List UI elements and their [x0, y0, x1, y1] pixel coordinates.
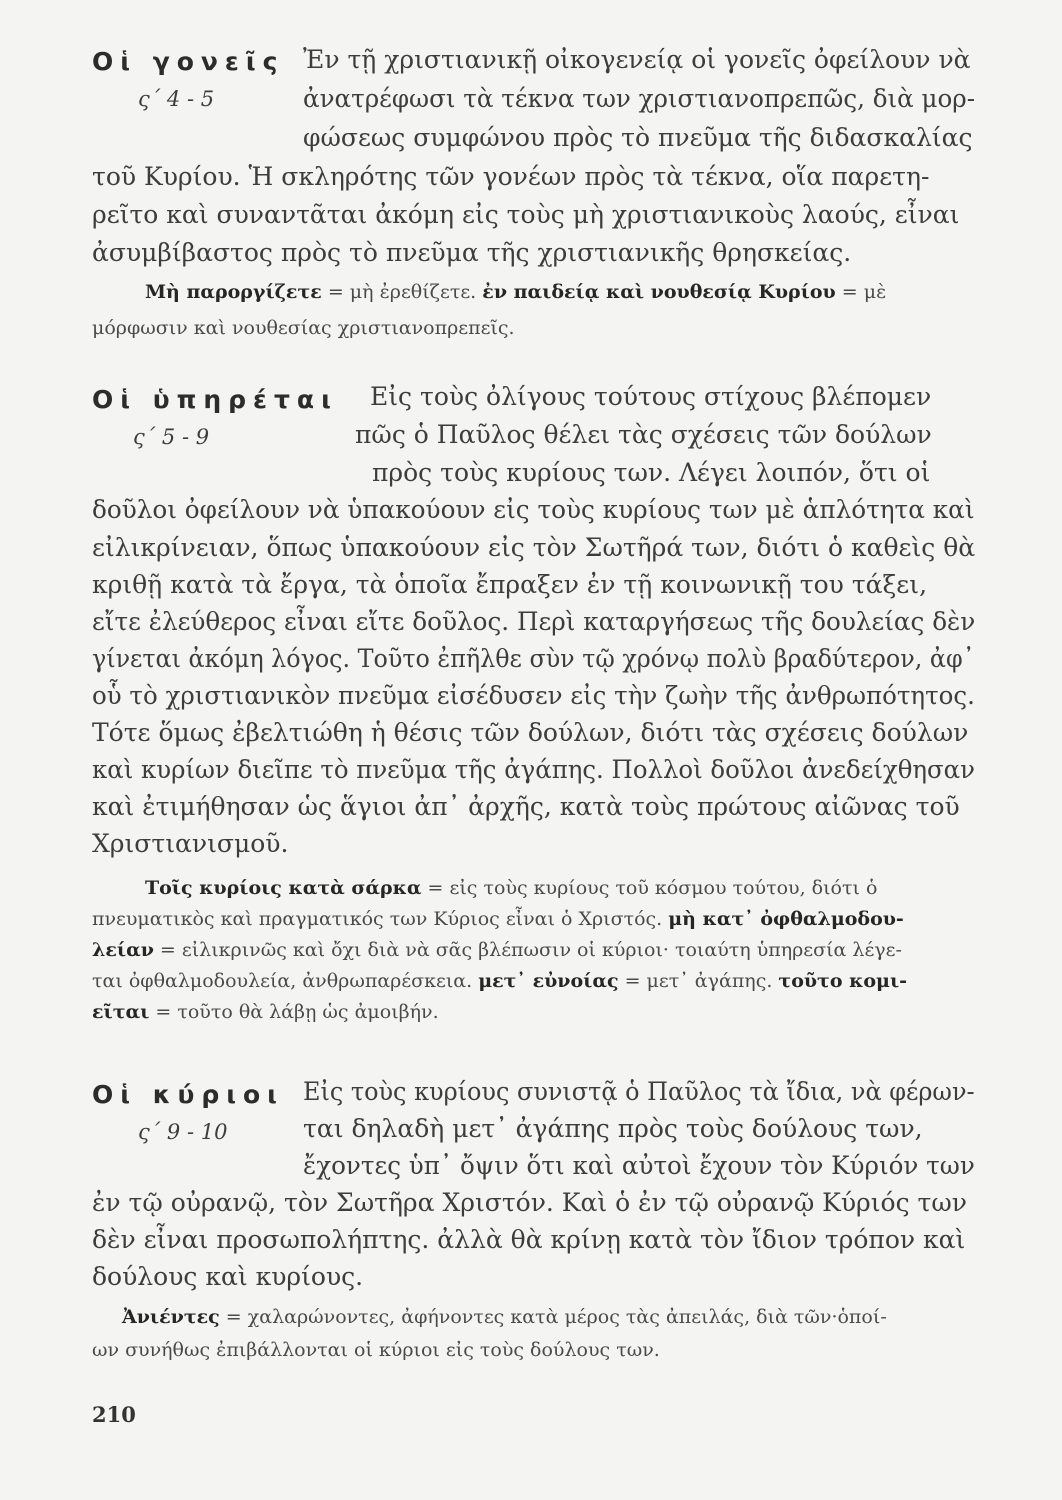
- footnote-term: ἐν παιδείᾳ καὶ νουθεσίᾳ Κυρίου: [482, 281, 836, 303]
- verse-ref-parents: ς΄ 4 - 5: [138, 87, 215, 111]
- footnote-line: [122, 1305, 887, 1329]
- footnote-text: = μὲ: [835, 281, 887, 303]
- text-line: δούλους καὶ κυρίους.: [92, 1262, 364, 1291]
- footnote-line: [92, 907, 904, 931]
- text-line: πῶς ὁ Παῦλος θέλει τὰς σχέσεις τῶν δούλων: [355, 420, 932, 449]
- footnote-text: ων συνήθως ἐπιβάλλονται οἱ κύριοι εἰς τοὺς δούλους των.: [92, 1339, 660, 1361]
- footnote-term: λείαν: [92, 939, 154, 961]
- text-line: πρὸς τοὺς κυρίους των. Λέγει λοιπόν, ὅτι οἱ: [372, 458, 931, 487]
- section-heading-servants: Οἱ ὑπηρέται: [92, 385, 338, 414]
- text-line: γίνεται ἀκόμη λόγος. Τοῦτο ἐπῆλθε σὺν τῷ χρόνῳ πολὺ βραδύτερον, ἀφ᾽: [92, 644, 975, 673]
- text-line: κριθῇ κατὰ τὰ ἔργα, τὰ ὁποῖα ἔπραξεν ἐν τῇ κοινωνικῇ του τάξει,: [92, 570, 928, 599]
- footnote-text: = χαλαρώνοντες, ἀφήνοντες κατὰ μέρος τὰς ἀπειλάς, διὰ τῶν·ὁποί-: [219, 1306, 887, 1328]
- text-line: δοῦλοι ὀφείλουν νὰ ὑπακούουν εἰς τοὺς κυρίους των μὲ ἁπλότητα καὶ: [92, 495, 975, 524]
- footnote-text: = μετ᾽ ἀγάπης.: [618, 970, 779, 992]
- section-heading-masters: Οἱ κύριοι: [92, 1080, 284, 1109]
- text-line: οὗ τὸ χριστιανικὸν πνεῦμα εἰσέδυσεν εἰς τὴν ζωὴν τῆς ἀνθρωπότητος.: [92, 681, 975, 710]
- footnote-term: εῖται: [92, 1001, 150, 1023]
- footnote-line: [92, 1338, 660, 1362]
- footnote-line: [92, 1000, 439, 1024]
- text-line: ται δηλαδὴ μετ᾽ ἀγάπης πρὸς τοὺς δούλους των,: [303, 1114, 923, 1143]
- text-line: Εἰς τοὺς κυρίους συνιστᾷ ὁ Παῦλος τὰ ἴδια, νὰ φέρων-: [303, 1077, 975, 1106]
- footnote-term: Μὴ παροργίζετε: [145, 281, 322, 303]
- footnote-text: = τοῦτο θὰ λάβῃ ὡς ἀμοιβήν.: [149, 1001, 439, 1023]
- text-line: Χριστιανισμοῦ.: [92, 829, 289, 858]
- footnote-line: [92, 969, 907, 993]
- text-line: ἐν τῷ οὐρανῷ, τὸν Σωτῆρα Χριστόν. Καὶ ὁ ἐν τῷ οὐρανῷ Κύριός των: [92, 1188, 967, 1217]
- footnote-line: [92, 938, 902, 962]
- footnote-text: μόρφωσιν καὶ νουθεσίας χριστιανοπρεπεῖς.: [92, 317, 515, 339]
- footnote-text: = εἰς τοὺς κυρίους τοῦ κόσμου τούτου, διότι ὁ: [421, 877, 878, 899]
- footnote-line: [92, 316, 515, 340]
- footnote-line: [145, 280, 886, 304]
- text-line: εἰλικρίνειαν, ὅπως ὑπακούουν εἰς τὸν Σωτῆρά των, διότι ὁ καθεὶς θὰ: [92, 533, 976, 562]
- footnote-text: πνευματικὸς καὶ πραγματικός των Κύριος εἶναι ὁ Χριστός.: [92, 908, 669, 930]
- footnote-term: μετ᾽ εὐνοίας: [478, 970, 619, 992]
- footnote-term: τοῦτο κομι-: [778, 970, 908, 992]
- footnote-line: [145, 876, 877, 900]
- text-line: τοῦ Κυρίου. Ἡ σκληρότης τῶν γονέων πρὸς τὰ τέκνα, οἵα παρετη-: [92, 162, 930, 191]
- text-line: καὶ ἐτιμήθησαν ὡς ἅγιοι ἀπ᾽ ἀρχῆς, κατὰ τοὺς πρώτους αἰῶνας τοῦ: [92, 792, 960, 821]
- page-number: 210: [92, 1402, 136, 1427]
- text-line: καὶ κυρίων διεῖπε τὸ πνεῦμα τῆς ἀγάπης. Πολλοὶ δοῦλοι ἀνεδείχθησαν: [92, 755, 975, 784]
- verse-ref-masters: ς΄ 9 - 10: [138, 1120, 228, 1144]
- text-line: ἀνατρέφωσι τὰ τέκνα των χριστιανοπρεπῶς, διὰ μορ-: [303, 84, 975, 113]
- footnote-text: = μὴ ἐρεθίζετε.: [321, 281, 483, 303]
- text-line: Τότε ὅμως ἐβελτιώθη ἡ θέσις τῶν δούλων, διότι τὰς σχέσεις δούλων: [92, 718, 969, 747]
- verse-ref-servants: ς΄ 5 - 9: [133, 425, 210, 449]
- footnote-text: = εἰλικρινῶς καὶ ὄχι διὰ νὰ σᾶς βλέπωσιν οἱ κύριοι· τοιαύτη ὑπηρεσία λέγε-: [153, 939, 902, 961]
- text-line: ρεῖτο καὶ συναντᾶται ἀκόμη εἰς τοὺς μὴ χριστιανικοὺς λαούς, εἶναι: [92, 200, 960, 229]
- text-line: Ἐν τῇ χριστιανικῇ οἰκογενείᾳ οἱ γονεῖς ὀφείλουν νὰ: [303, 45, 971, 74]
- text-line: φώσεως συμφώνου πρὸς τὸ πνεῦμα τῆς διδασκαλίας: [303, 123, 973, 152]
- text-line: ἀσυμβίβαστος πρὸς τὸ πνεῦμα τῆς χριστιανικῆς θρησκείας.: [92, 238, 852, 267]
- section-heading-parents: Οἱ γονεῖς: [92, 47, 285, 76]
- footnote-term: μὴ κατ᾽ ὀφθαλμοδου-: [668, 908, 904, 930]
- text-line: Εἰς τοὺς ὀλίγους τούτους στίχους βλέπομεν: [370, 382, 932, 411]
- text-line: ἔχοντες ὑπ᾽ ὄψιν ὅτι καὶ αὐτοὶ ἔχουν τὸν Κύριόν των: [303, 1151, 975, 1180]
- footnote-term: Τοῖς κυρίοις κατὰ σάρκα: [145, 877, 422, 899]
- footnote-text: ται ὀφθαλμοδουλεία, ἀνθρωπαρέσκεια.: [92, 970, 479, 992]
- text-line: εἴτε ἐλεύθερος εἶναι εἴτε δοῦλος. Περὶ καταργήσεως τῆς δουλείας δὲν: [92, 607, 976, 636]
- text-line: δὲν εἶναι προσωπολήπτης. ἀλλὰ θὰ κρίνῃ κατὰ τὸν ἴδιον τρόπον καὶ: [92, 1225, 966, 1254]
- footnote-term: Ἀνιέντες: [122, 1306, 220, 1328]
